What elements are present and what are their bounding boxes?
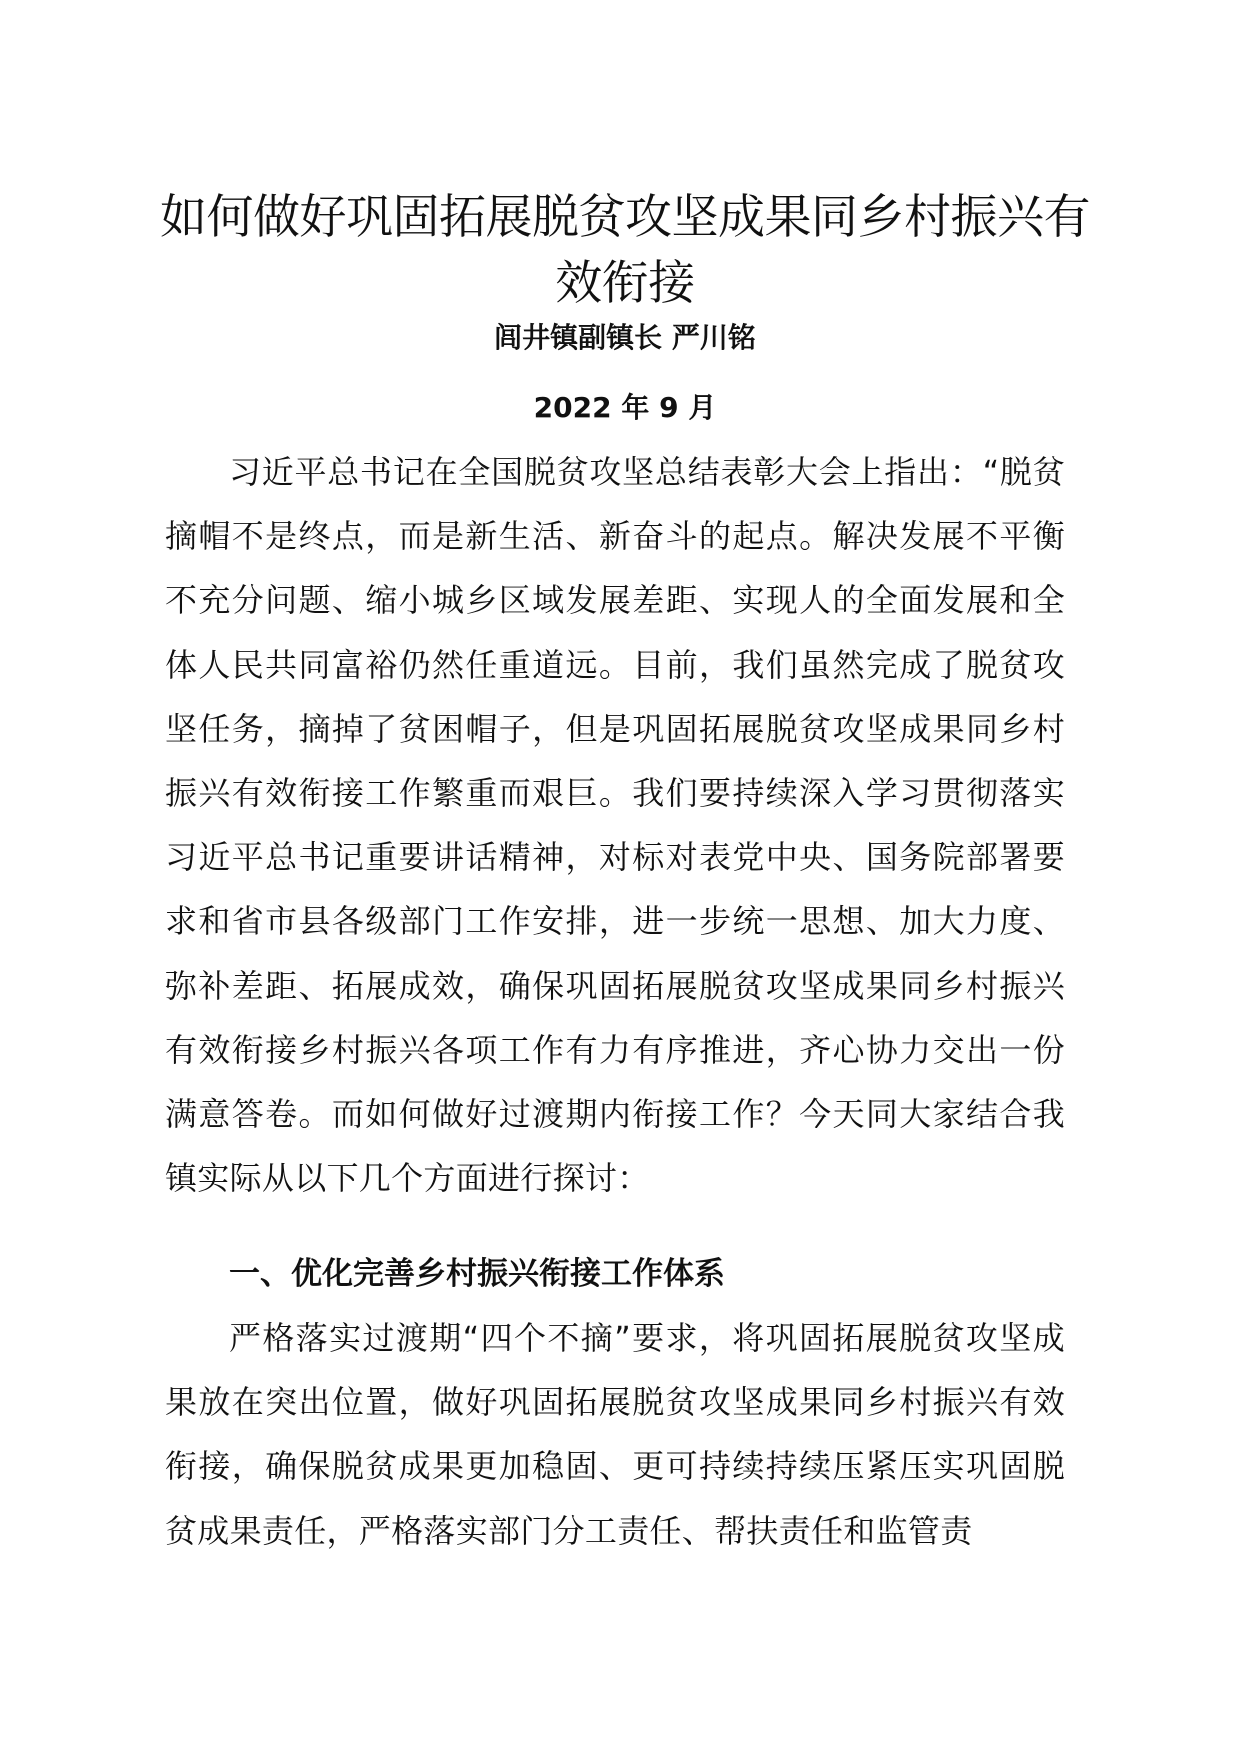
author-line: 闾井镇副镇长 严川铭	[494, 321, 756, 354]
intro-paragraph: 习近平总书记在全国脱贫攻坚总结表彰大会上指出：“脱贫摘帽不是终点，而是新生活、新奋斗的起点。解决发展不平衡不充分问题、缩小城乡区域发展差距、实现人的全面发展和全体人民共同富裕仍然任重道远。目前，我们虽然完成了脱贫攻坚任务，摘掉了贫困帽子，但是巩固拓展脱贫攻坚成果同乡村振兴有效衔接工作繁重而艰巨。我们要持续深入学习贯彻落实习近平总书记重要讲话精神，对标对表党中央、国务院部署要求和省市县各级部门工作安排，进一步统一思想、加大力度、弥补差距、拓展成效，确保巩固拓展脱贫攻坚成果同乡村振兴有效衔接乡村振兴各项工作有力有序推进，齐心协力交出一份满意答卷。而如何做好过渡期内衔接工作？今天同大家结合我镇实际从以下几个方面进行探讨：	[165, 453, 1065, 1198]
section-heading: 一、优化完善乡村振兴衔接工作体系	[229, 1256, 725, 1292]
date-line: 2022 年 9 月	[533, 391, 717, 424]
section-paragraph: 严格落实过渡期“四个不摘”要求，将巩固拓展脱贫攻坚成果放在突出位置，做好巩固拓展脱贫攻坚成果同乡村振兴有效衔接，确保脱贫成果更加稳固、更可持续持续压紧压实巩固脱贫成果责任，严格落实部门分工责任、帮扶责任和监管责	[165, 1319, 1065, 1550]
document-title: 如何做好巩固拓展脱贫攻坚成果同乡村振兴有效衔接	[160, 190, 1090, 311]
